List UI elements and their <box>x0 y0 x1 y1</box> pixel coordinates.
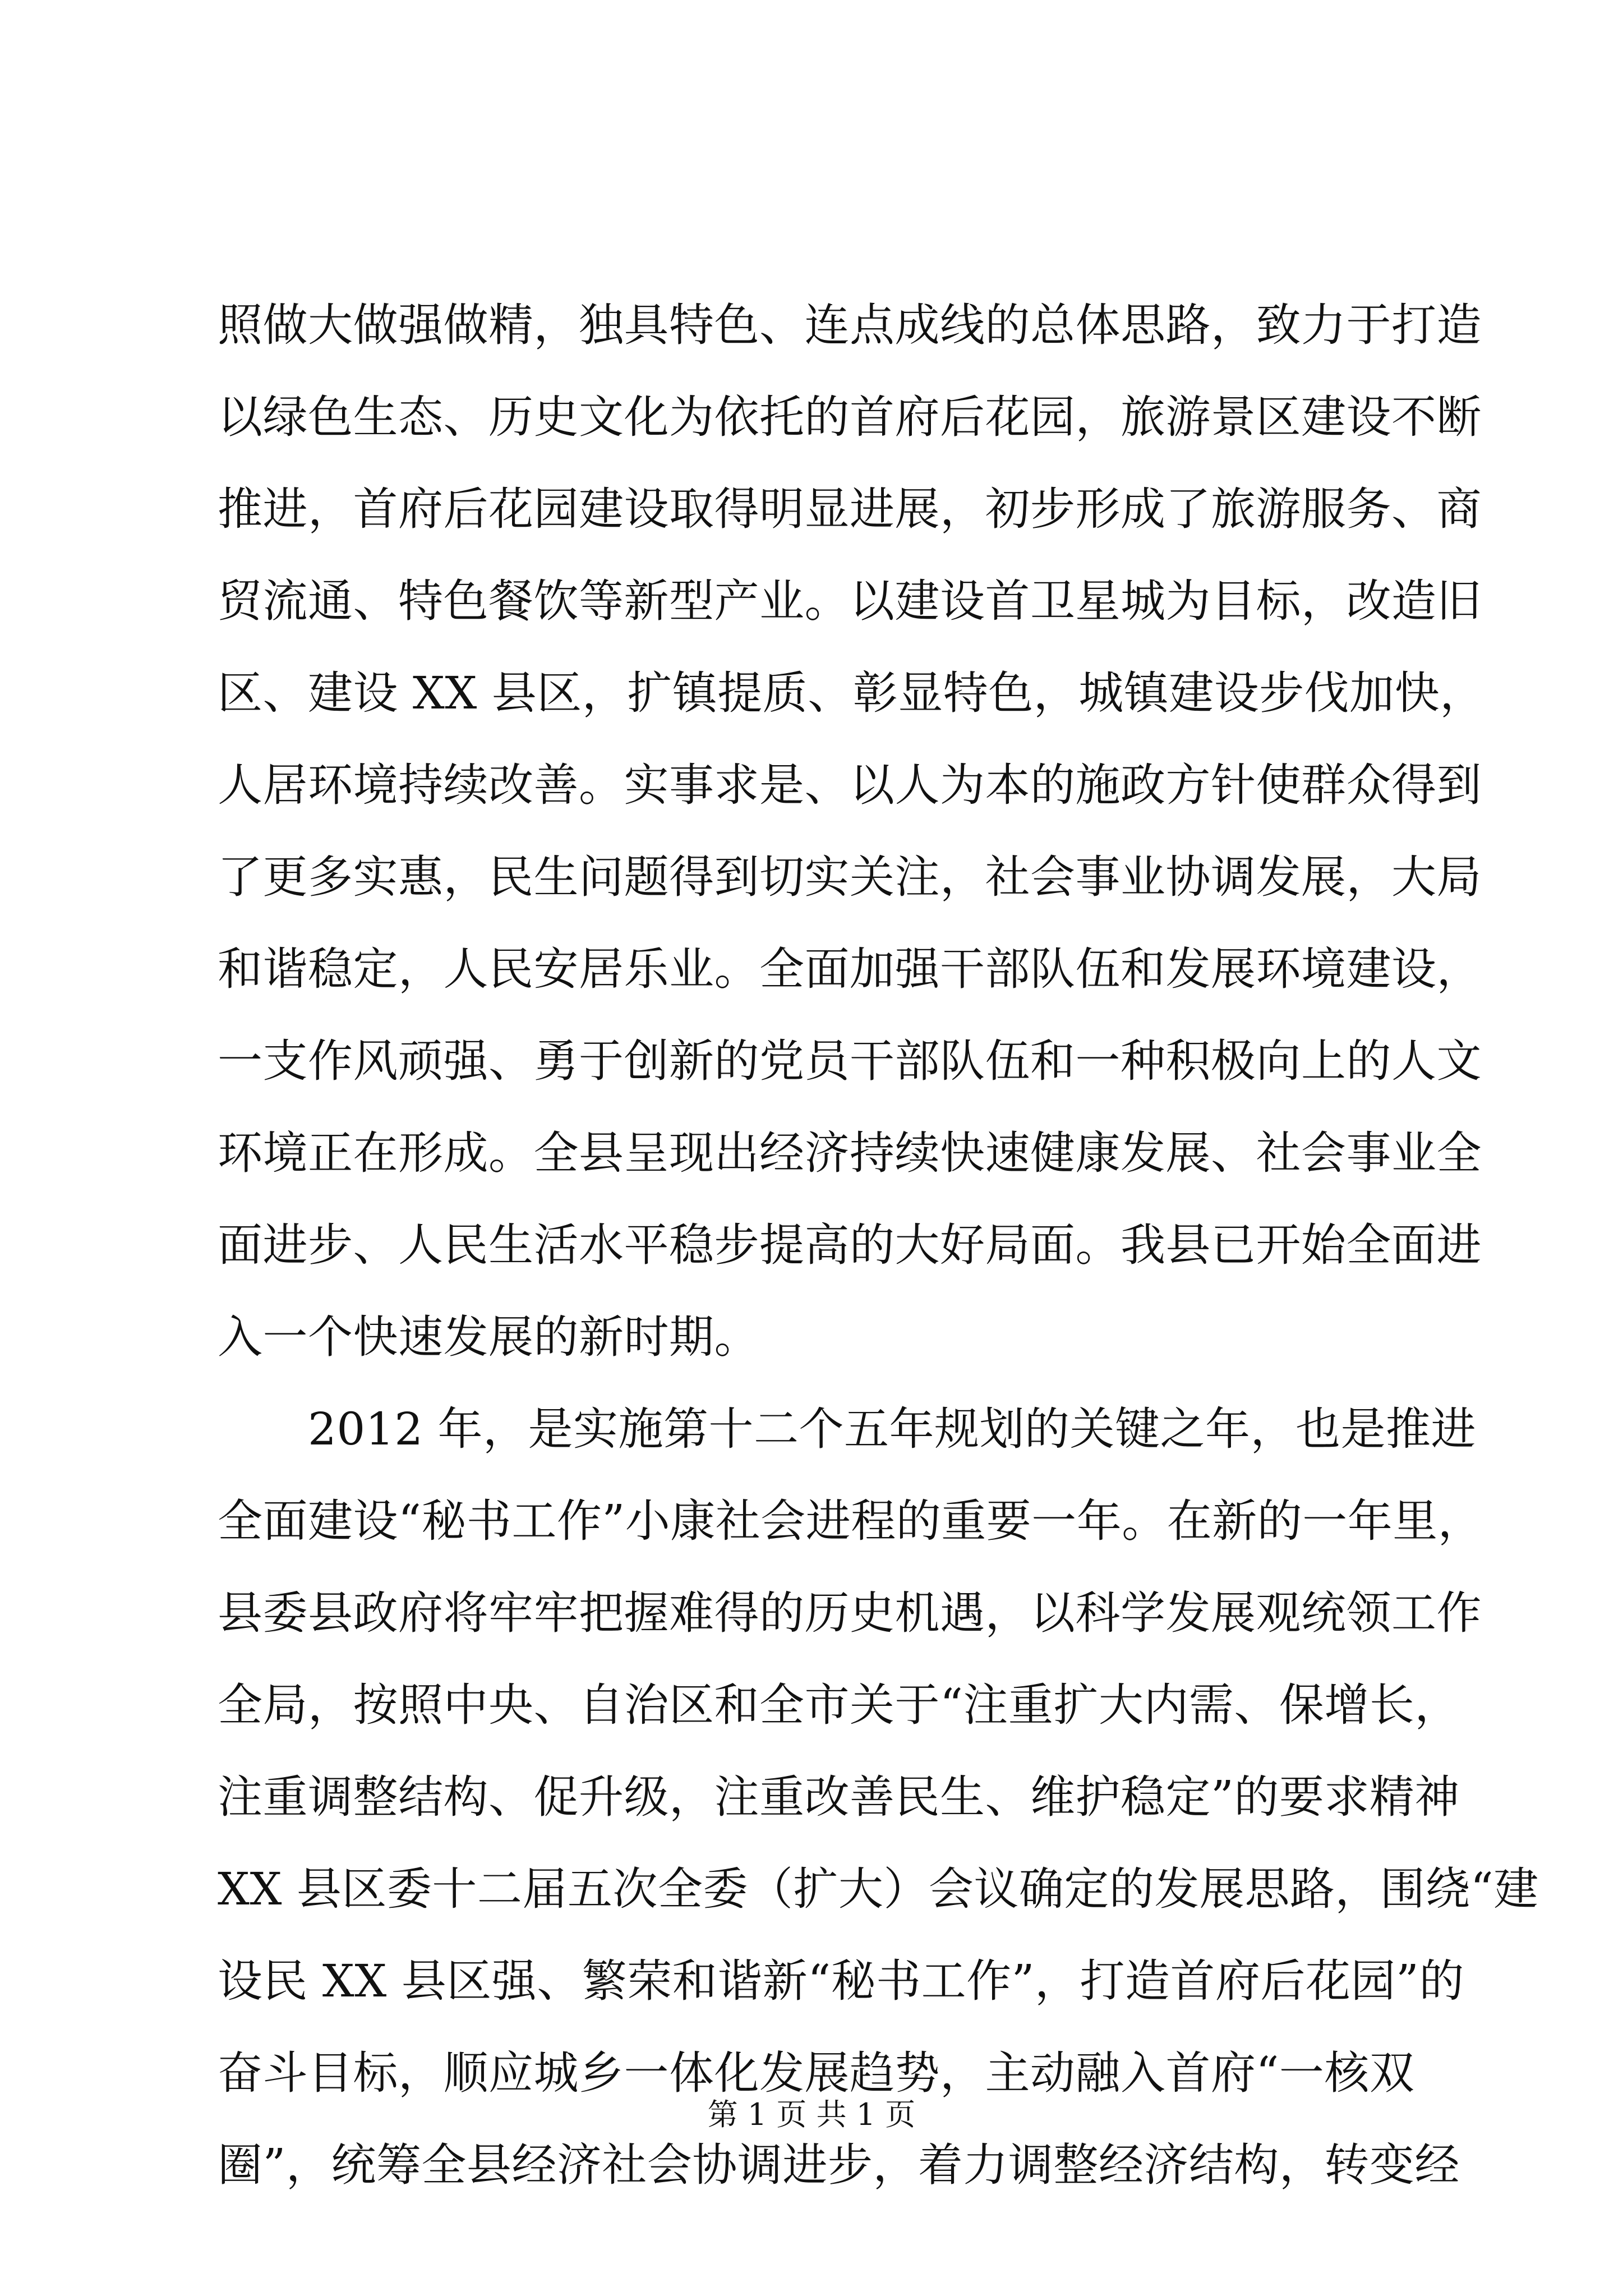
text-line: 和谐稳定，人民安居乐业。全面加强干部队伍和发展环境建设， <box>218 943 1482 995</box>
text-line: 推进，首府后花园建设取得明显进展，初步形成了旅游服务、商 <box>218 483 1482 535</box>
text-line: 了更多实惠，民生问题得到切实关注，社会事业协调发展，大局 <box>218 851 1482 903</box>
text-line: 圈”，统筹全县经济社会协调进步，着力调整经济结构，转变经 <box>218 2139 1460 2191</box>
text-line: 入一个快速发展的新时期。 <box>218 1311 759 1363</box>
text-line: 设民 XX 县区强、繁荣和谐新“秘书工作”，打造首府后花园”的 <box>218 1955 1464 2007</box>
text-line: 2012 年，是实施第十二个五年规划的关键之年，也是推进 <box>218 1403 1477 1455</box>
text-line: 一支作风顽强、勇于创新的党员干部队伍和一种积极向上的人文 <box>218 1035 1482 1087</box>
text-line: 全局，按照中央、自治区和全市关于“注重扩大内需、保增长， <box>218 1679 1460 1731</box>
text-line: 县委县政府将牢牢把握难得的历史机遇，以科学发展观统领工作 <box>218 1587 1482 1639</box>
text-line: 奋斗目标，顺应城乡一体化发展趋势，主动融入首府“一核双 <box>218 2047 1415 2099</box>
text-line: 全面建设“秘书工作”小康社会进程的重要一年。在新的一年里， <box>218 1495 1483 1547</box>
page-footer <box>0 2092 1623 2137</box>
text-line: 环境正在形成。全县呈现出经济持续快速健康发展、社会事业全 <box>218 1127 1482 1179</box>
text-line: 区、建设 XX 县区，扩镇提质、彰显特色，城镇建设步伐加快， <box>218 667 1485 719</box>
text-line: 人居环境持续改善。实事求是、以人为本的施政方针使群众得到 <box>218 759 1482 811</box>
text-line: 以绿色生态、历史文化为依托的首府后花园，旅游景区建设不断 <box>218 391 1482 443</box>
text-line: 照做大做强做精，独具特色、连点成线的总体思路，致力于打造 <box>218 299 1482 351</box>
document-body <box>218 279 1539 2211</box>
text-line: 面进步、人民生活水平稳步提高的大好局面。我县已开始全面进 <box>218 1219 1482 1271</box>
text-line: 注重调整结构、促升级，注重改善民生、维护稳定”的要求精神 <box>218 1771 1460 1823</box>
text-line: XX 县区委十二届五次全委（扩大）会议确定的发展思路，围绕“建 <box>218 1863 1539 1915</box>
text-line: 贸流通、特色餐饮等新型产业。以建设首卫星城为目标，改造旧 <box>218 575 1482 627</box>
page-number: 第 1 页 共 1 页 <box>707 2097 916 2132</box>
